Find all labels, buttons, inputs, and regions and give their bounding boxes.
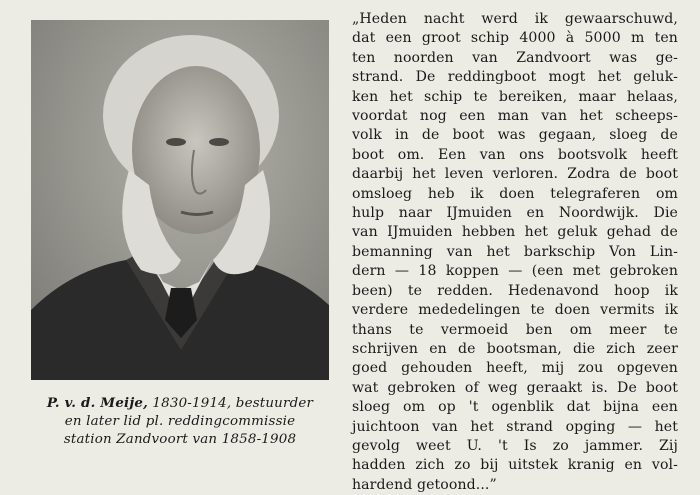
letter-line: van IJmuiden hebben het geluk gehad de <box>352 224 678 241</box>
letter-line: ken het schip te bereiken, maar helaas, <box>352 88 678 105</box>
caption-line <box>47 396 313 411</box>
letter-line: juichtoon van het strand opging — het <box>352 418 678 435</box>
letter-line: verdere mededelingen te doen vermits ik <box>352 302 678 319</box>
letter-line: dern — 18 koppen — (een met gebroken <box>352 263 678 280</box>
caption-line: station Zandvoort van 1858-1908 <box>63 432 297 447</box>
letter-line: gevolg weet U. 't Is zo jammer. Zij <box>352 437 678 454</box>
letter-line: dat een groot schip 4000 à 5000 m ten <box>352 30 678 47</box>
caption-dates: 1830-1914, bestuurder <box>147 396 314 411</box>
letter-line: thans te vermoeid ben om meer te <box>352 321 678 338</box>
letter-line: ten noorden van Zandvoort was ge- <box>352 49 678 66</box>
letter-line: hardend getoond...” <box>352 476 497 493</box>
letter-line: schrijven en de bootsman, die zich zeer <box>352 340 678 357</box>
letter-line: volk in de boot was gegaan, sloeg de <box>352 127 678 144</box>
letter-line: wat gebroken of weg geraakt is. De boot <box>352 379 678 396</box>
letter-line: sloeg om op 't ogenblik dat bijna een <box>352 399 678 416</box>
letter-line: strand. De reddingboot mogt het geluk- <box>352 69 678 86</box>
portrait-photo <box>31 20 329 380</box>
portrait-image <box>31 20 329 380</box>
letter-line: hadden zich zo bij uitstek kranig en vol- <box>352 457 678 474</box>
letter-line: „Heden nacht werd ik gewaarschuwd, <box>352 11 678 27</box>
portrait-caption <box>20 394 340 449</box>
letter-line: omsloeg heb ik doen telegraferen om <box>352 185 678 202</box>
caption-line: en later lid pl. reddingcommissie <box>64 414 296 429</box>
letter-line: goed gehouden heeft, mij zou opgeven <box>352 360 678 377</box>
letter-line: been) te redden. Hedenavond hoop ik <box>352 282 678 299</box>
letter-line: daarbij het leven verloren. Zodra de boot <box>352 166 678 183</box>
letter-line: voordat nog een man van het scheeps- <box>352 108 678 125</box>
letter-line: boot om. Een van ons bootsvolk heeft <box>352 146 678 163</box>
letter-quote <box>352 10 678 495</box>
letter-line: hulp naar IJmuiden en Noordwijk. Die <box>352 205 678 222</box>
caption-name: P. v. d. Meije, <box>46 395 148 411</box>
letter-line: bemanning van het barkschip Von Lin- <box>352 243 678 260</box>
